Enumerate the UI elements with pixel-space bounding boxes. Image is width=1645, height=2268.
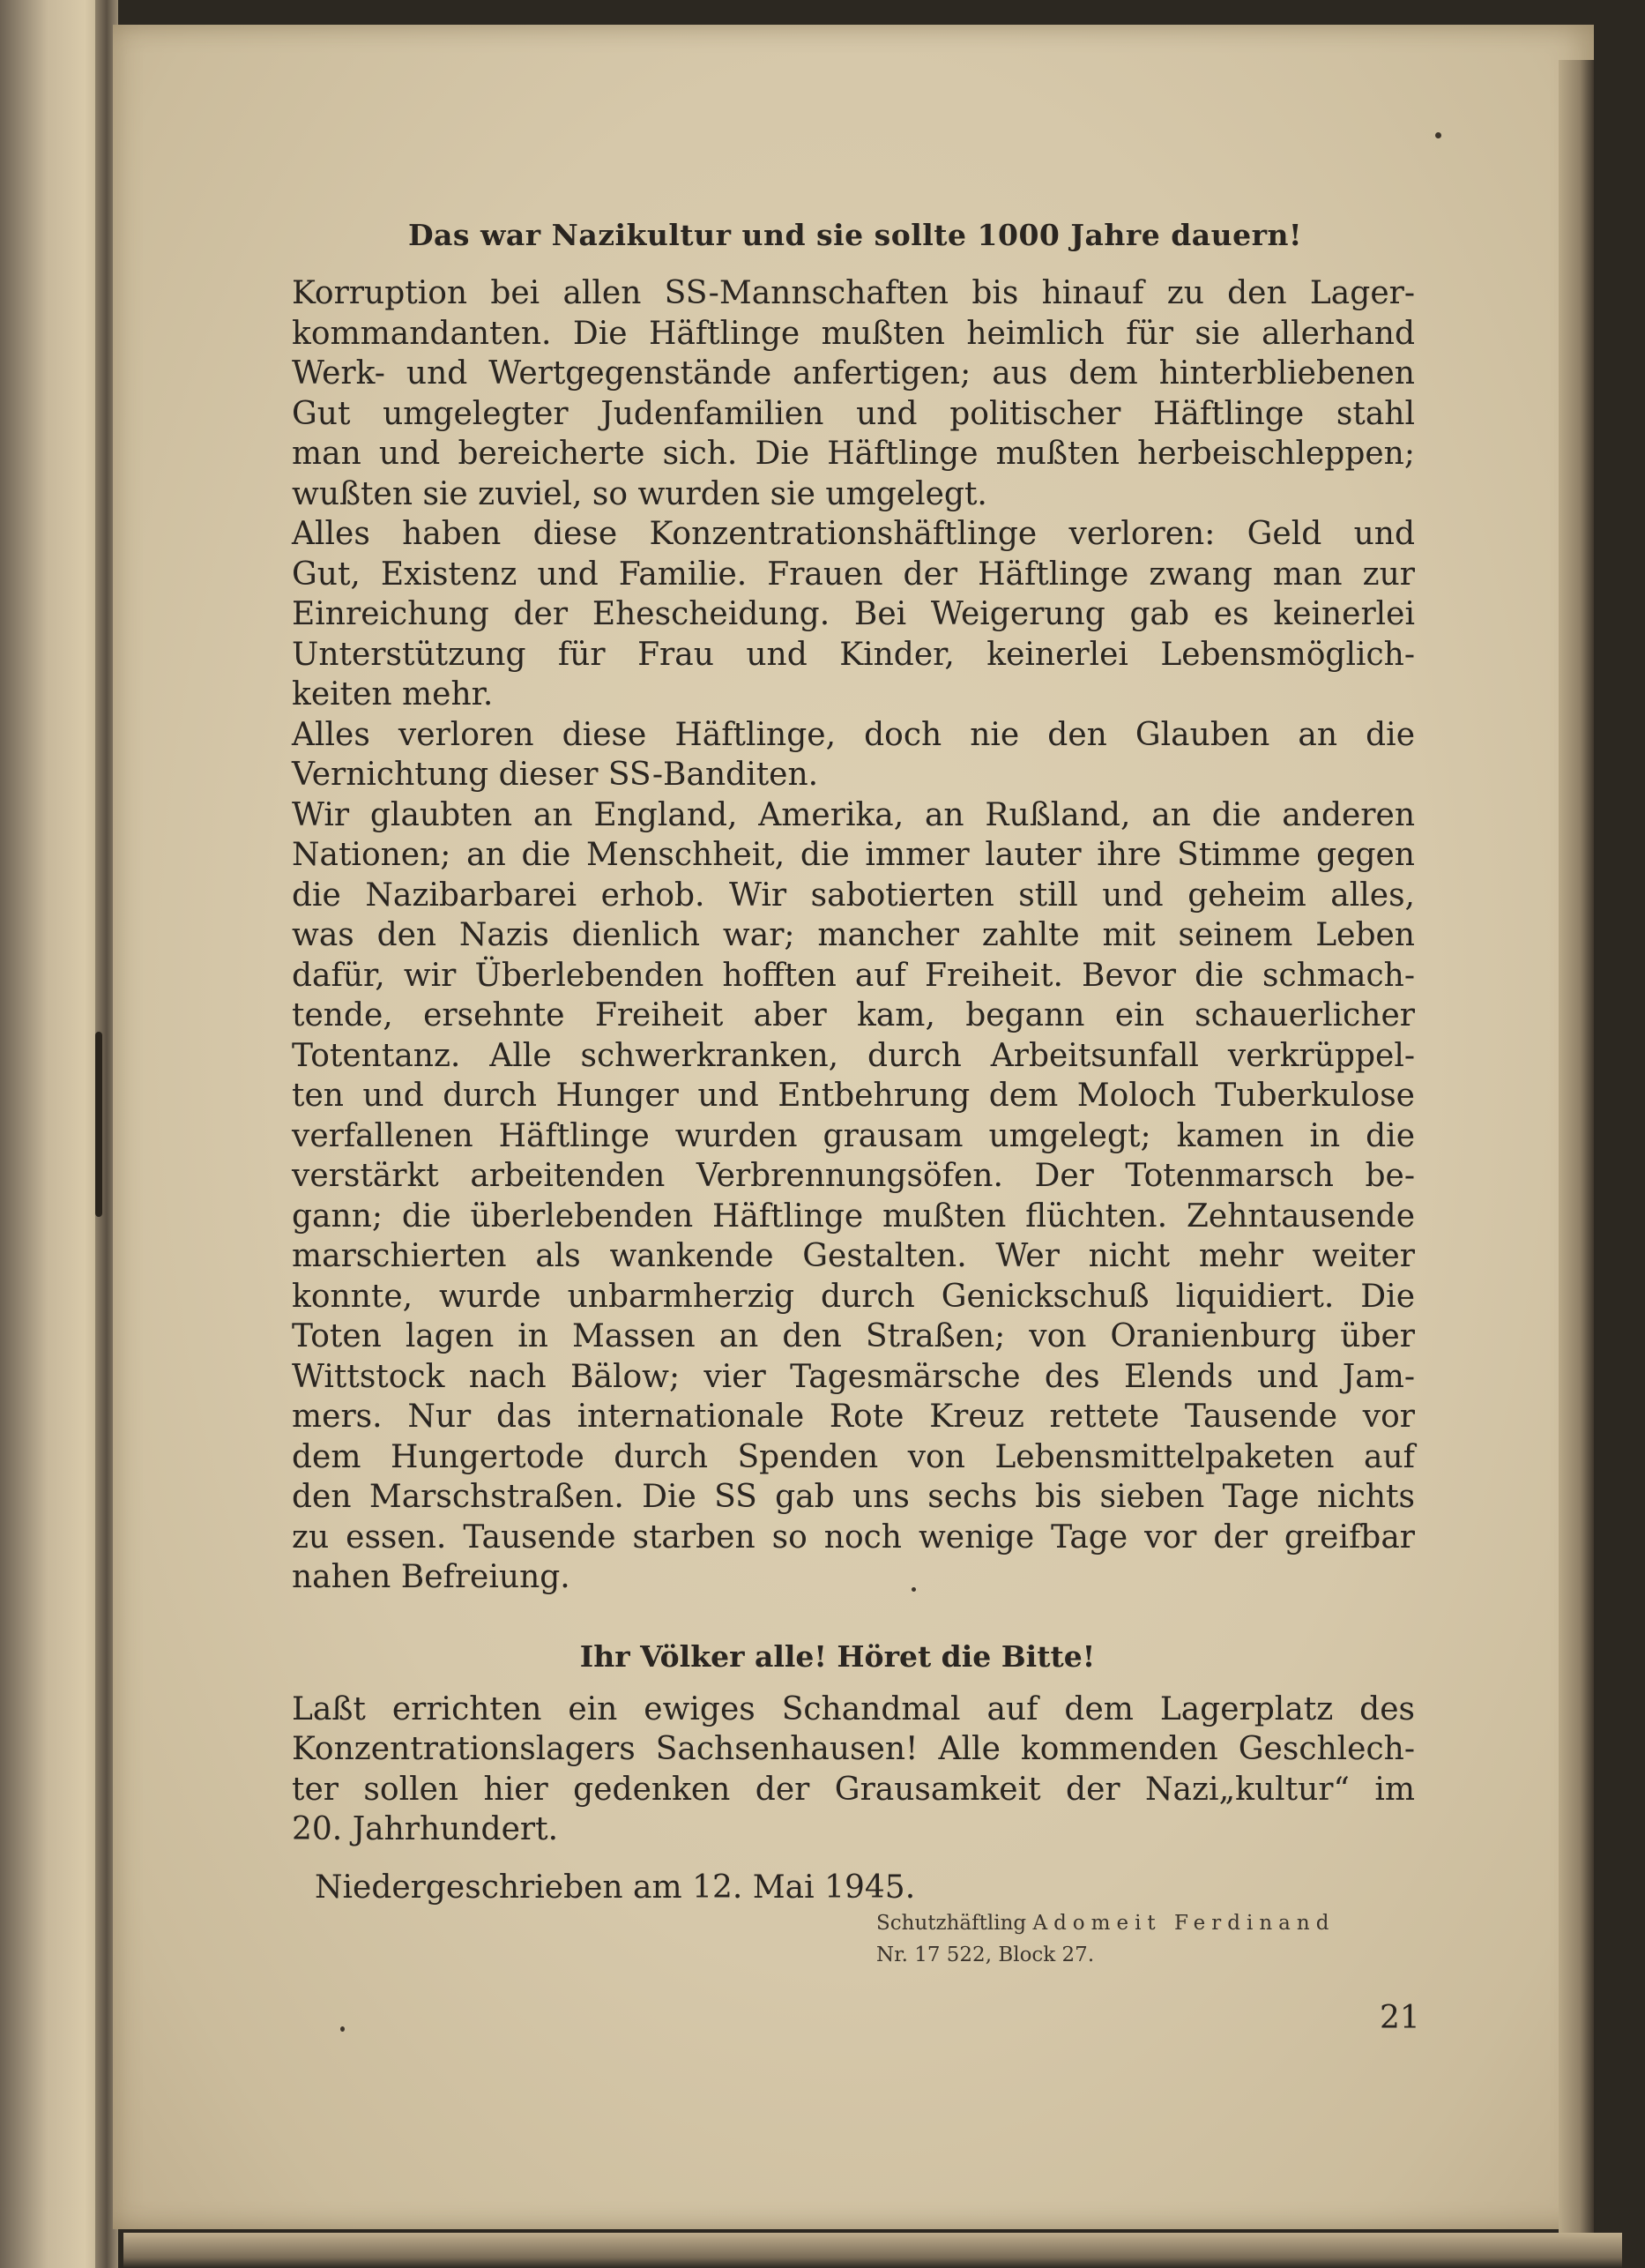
signature-block xyxy=(876,1907,1335,1971)
text-line: konnte, wurde unbarmherzig durch Genickschuß liquidiert. Die xyxy=(292,1278,1415,1315)
page-edge-right xyxy=(1559,60,1594,2247)
text-line: verfallenen Häftlinge wurden grausam umgelegt; kamen in die xyxy=(292,1117,1415,1154)
paragraph-lost-everything xyxy=(260,514,1415,715)
text-line: dem Hungertode durch Spenden von Lebensmittelpaketen auf xyxy=(292,1438,1415,1475)
appeal-heading: Ihr Völker alle! Höret die Bitte! xyxy=(579,1638,1096,1674)
text-line: Alles verloren diese Häftlinge, doch nie den Glauben an die xyxy=(292,716,1415,753)
binding-mark xyxy=(95,1032,102,1217)
text-line: zu essen. Tausende starben so noch wenige Tage vor der greifbar xyxy=(292,1518,1415,1556)
text-line: Gut umgelegter Judenfamilien und politischer Häftlinge stahl xyxy=(292,395,1415,432)
text-line: Unterstützung für Frau und Kinder, keinerlei Lebensmöglich- xyxy=(292,636,1415,673)
left-page-edge xyxy=(0,0,106,2268)
text-line: Wittstock nach Bälow; vier Tagesmärsche des Elends und Jam- xyxy=(292,1358,1415,1395)
text-line: man und bereicherte sich. Die Häftlinge mußten herbeischleppen; xyxy=(292,436,1415,472)
page-edge-bottom xyxy=(123,2233,1622,2268)
text-line: Wir glaubten an England, Amerika, an Rußland, an die anderen xyxy=(292,796,1415,833)
text-line: verstärkt arbeitenden Verbrennungsöfen. Der Totenmarsch be- xyxy=(292,1158,1415,1194)
signature-name-line xyxy=(876,1907,1335,1939)
text-line: kommandanten. Die Häftlinge mußten heimlich für sie allerhand xyxy=(292,315,1415,352)
paragraph-corruption xyxy=(260,273,1415,514)
text-line: Alles haben diese Konzentrationshäftlinge verloren: Geld und xyxy=(292,516,1415,552)
text-line: den Marschstraßen. Die SS gab uns sechs bis sieben Tage nichts xyxy=(292,1479,1415,1515)
text-line: Gut, Existenz und Familie. Frauen der Häftlinge zwang man zur xyxy=(292,556,1415,593)
page-heading: Das war Nazikultur und sie sollte 1000 Jahre dauern! xyxy=(407,218,1303,252)
signature-label: Schutzhäftling xyxy=(876,1912,1027,1935)
signature-number: Nr. 17 522, Block 27. xyxy=(876,1943,1095,1966)
text-line: Korruption bei allen SS-Mannschaften bis hinauf zu den Lager- xyxy=(292,275,1415,311)
text-line: nahen Befreiung. xyxy=(292,1559,570,1595)
text-line: Totentanz. Alle schwerkranken, durch Arbeitsunfall verkrüppel- xyxy=(292,1037,1415,1074)
paper-speck xyxy=(340,2026,345,2032)
text-line: ten und durch Hunger und Entbehrung dem Moloch Tuberkulose xyxy=(292,1078,1415,1114)
text-line: Werk- und Wertgegenstände anfertigen; aus dem hinterbliebenen xyxy=(292,355,1415,392)
signature-name: Adomeit Ferdinand xyxy=(1032,1912,1336,1935)
text-line: gann; die überlebenden Häftlinge mußten flüchten. Zehntausende xyxy=(292,1197,1415,1235)
paragraph-death-march xyxy=(260,795,1415,1598)
text-line: Laßt errichten ein ewiges Schandmal auf dem Lagerplatz des xyxy=(292,1690,1415,1727)
text-line: die Nazibarbarei erhob. Wir sabotierten still und geheim alles, xyxy=(292,877,1415,914)
text-line: Konzentrationslagers Sachsenhausen! Alle kommenden Geschlech- xyxy=(292,1731,1415,1767)
text-line: marschierten als wankende Gestalten. Wer nicht mehr weiter xyxy=(292,1238,1415,1274)
text-line: Einreichung der Ehescheidung. Bei Weigerung gab es keinerlei xyxy=(292,596,1415,632)
text-line: 20. Jahrhundert. xyxy=(292,1811,559,1847)
paragraph-appeal xyxy=(260,1690,1415,1850)
text-line: keiten mehr. xyxy=(292,676,494,712)
text-line: Nationen; an die Menschheit, die immer lauter ihre Stimme gegen xyxy=(292,837,1415,873)
text-line: ter sollen hier gedenken der Grausamkeit der Nazi„kultur“ im xyxy=(292,1771,1415,1808)
paragraph-faith xyxy=(260,715,1415,795)
text-line: dafür, wir Überlebenden hofften auf Freiheit. Bevor die schmach- xyxy=(292,957,1415,994)
date-line: Niedergeschrieben am 12. Mai 1945. xyxy=(315,1869,916,1906)
text-line: mers. Nur das internationale Rote Kreuz rettete Tausende vor xyxy=(292,1399,1415,1435)
text-line: tende, ersehnte Freiheit aber kam, begann ein schauerlicher xyxy=(292,997,1415,1033)
page-content xyxy=(260,212,1415,1907)
text-line: was den Nazis dienlich war; mancher zahlte mit seinem Leben xyxy=(292,917,1415,953)
paper-speck xyxy=(1435,132,1441,138)
page-number: 21 xyxy=(1380,2000,1420,2036)
text-line: Toten lagen in Massen an den Straßen; von Oranienburg über xyxy=(292,1318,1415,1354)
text-line: Vernichtung dieser SS-Banditen. xyxy=(292,757,819,793)
text-line: wußten sie zuviel, so wurden sie umgelegt. xyxy=(292,475,987,512)
